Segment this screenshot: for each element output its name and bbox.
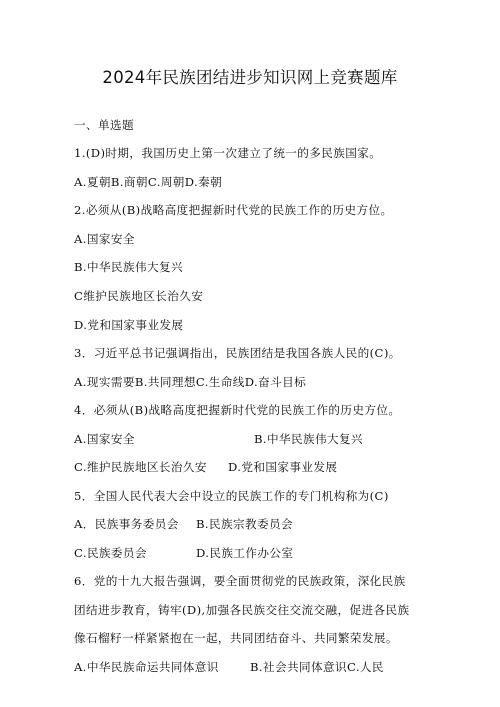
question-5-stem: 5．全国人民代表大会中设立的民族工作的专门机构称为(C) bbox=[74, 489, 389, 503]
question-6-option-bc: B.社会共同体意识C.人民 bbox=[250, 660, 384, 674]
question-2-stem: 2.必须从(B)战略高度把握新时代党的民族工作的历史方位。 bbox=[74, 203, 393, 217]
question-6-stem-line-3: 像石榴籽一样紧紧抱在一起，共同团结奋斗、共同繁荣发展。 bbox=[74, 631, 398, 645]
question-1-stem: 1.(D)时期，我国历史上第一次建立了统一的多民族国家。 bbox=[74, 146, 382, 160]
question-5-option-b: B.民族宗教委员会 bbox=[196, 517, 293, 531]
question-6-stem-line-1: 6．党的十九大报告强调，要全面贯彻党的民族政策，深化民族 bbox=[74, 574, 406, 588]
question-2-option-c: C维护民族地区长治久安 bbox=[74, 289, 204, 303]
question-6-option-a: A.中华民族命运共同体意识 bbox=[74, 660, 219, 674]
question-4-option-c: C.维护民族地区长治久安 bbox=[74, 460, 207, 474]
question-2-option-d: D.党和国家事业发展 bbox=[74, 318, 184, 332]
question-4-option-b: B.中华民族伟大复兴 bbox=[254, 432, 363, 446]
question-3-options: A.现实需要B.共同理想C.生命线D.奋斗目标 bbox=[74, 375, 307, 389]
question-4-stem: 4．必须从(B)战略高度把握新时代党的民族工作的历史方位。 bbox=[74, 403, 401, 417]
section-heading: 一、单选题 bbox=[74, 118, 134, 132]
question-3-stem: 3．习近平总书记强调指出，民族团结是我国各族人民的(C)。 bbox=[74, 346, 401, 360]
question-4-option-a: A.国家安全 bbox=[74, 432, 135, 446]
question-5-option-d: D.民族工作办公室 bbox=[196, 546, 294, 560]
question-2-option-a: A.国家安全 bbox=[74, 232, 135, 246]
question-5-option-c: C.民族委员会 bbox=[74, 546, 147, 560]
question-5-option-a: A．民族事务委员会 bbox=[74, 517, 179, 531]
question-6-stem-line-2: 团结进步教育，铸牢(D),加强各民族交往交流交融，促进各民族 bbox=[74, 603, 410, 617]
question-2-option-b: B.中华民族伟大复兴 bbox=[74, 260, 183, 274]
question-1-options: A.夏朝B.商朝C.周朝D.秦朝 bbox=[74, 175, 223, 189]
question-4-option-d: D.党和国家事业发展 bbox=[228, 460, 338, 474]
document-title: 2024年民族团结进步知识网上竞赛题库 bbox=[102, 68, 398, 87]
